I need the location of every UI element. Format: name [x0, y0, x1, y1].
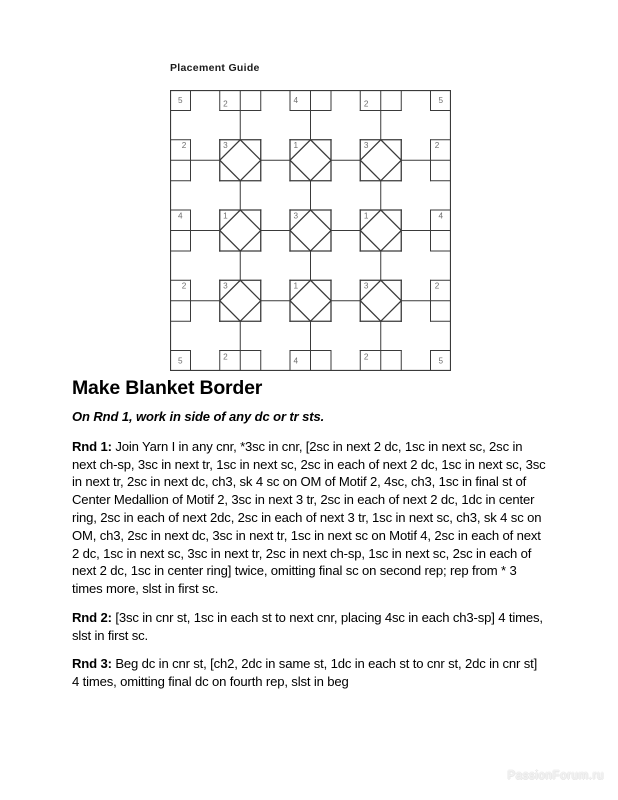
motif-label: 2 [223, 99, 228, 109]
round-paragraph [72, 609, 546, 645]
motif-label: 1 [223, 211, 228, 221]
round-label: Rnd 2: [72, 609, 112, 625]
rounds-container [72, 438, 546, 691]
round-text: Join Yarn I in any cnr, *3sc in cnr, [2sc in next 2 dc, 1sc in next sc, 2sc in next ch-sp, 3sc in next tr, 1sc in next sc, 2sc in each of next 2 dc, 1sc in next sc, 3sc in next tr, 2sc in next dc, ch3, sk 4 sc on OM of Motif 2, 4sc, ch3, 1sc in final st of Center Medallion of Motif 2, 3sc in next 3 tr, 2sc in each of next 2 dc, 1dc in center ring, 2sc in each of next 2dc, 2sc in each of next 3 tr, 1sc in next sc, ch3, sk 4 sc on OM, ch3, 2sc in next dc, 3sc in next tr, 1sc in next sc on Motif 4, 2sc in each of next 2 dc, 1sc in next sc, 3sc in next tr, 2sc in next ch-sp, 1sc in next sc, 2sc in each of next 2 dc, 1sc in center ring] twice, omitting final sc on second rep; rep from * 3 times more, slst in first sc. [72, 438, 546, 597]
round-paragraph [72, 438, 546, 598]
motif-label: 4 [438, 211, 444, 221]
round-label: Rnd 1: [72, 438, 112, 454]
motif-label: 2 [363, 352, 369, 362]
motif-label: 3 [363, 281, 369, 291]
motif-label: 5 [177, 95, 183, 105]
motif-label: 4 [177, 211, 183, 221]
round-text: [3sc in cnr st, 1sc in each st to next cnr, placing 4sc in each ch3-sp] 4 times, slst in first sc. [72, 609, 543, 643]
motif-label: 2 [181, 140, 187, 150]
round-text: Beg dc in cnr st, [ch2, 2dc in same st, 1dc in each st to cnr st, 2dc in cnr st] 4 times, omitting final dc on fourth rep, slst in beg [72, 656, 538, 690]
motif-label: 1 [293, 140, 299, 150]
motif-label: 2 [223, 352, 228, 362]
motif-label: 4 [293, 95, 299, 105]
motif-label: 5 [438, 356, 444, 366]
motif-label: 2 [434, 281, 440, 291]
site-watermark: PassionForum.ru [507, 770, 604, 782]
placement-guide-caption: Placement Guide [170, 62, 260, 74]
placement-guide-diagram [170, 90, 451, 371]
motif-label: 2 [363, 99, 369, 109]
border-intro-note: On Rnd 1, work in side of any dc or tr sts. [72, 408, 325, 424]
round-paragraph [72, 655, 546, 691]
motif-label: 1 [363, 211, 369, 221]
motif-label: 1 [293, 281, 299, 291]
motif-label: 4 [293, 356, 299, 366]
placement-guide-figure [170, 90, 451, 371]
round-label: Rnd 3: [72, 656, 112, 672]
motif-label: 2 [181, 281, 187, 291]
article-body [72, 378, 546, 702]
motif-label: 5 [177, 356, 183, 366]
motif-label: 3 [223, 281, 228, 291]
motif-label: 2 [434, 140, 440, 150]
page-title: Make Blanket Border [72, 377, 263, 399]
motif-label: 5 [438, 95, 444, 105]
motif-label: 3 [363, 140, 369, 150]
motif-label: 3 [223, 140, 228, 150]
motif-label: 3 [293, 211, 299, 221]
